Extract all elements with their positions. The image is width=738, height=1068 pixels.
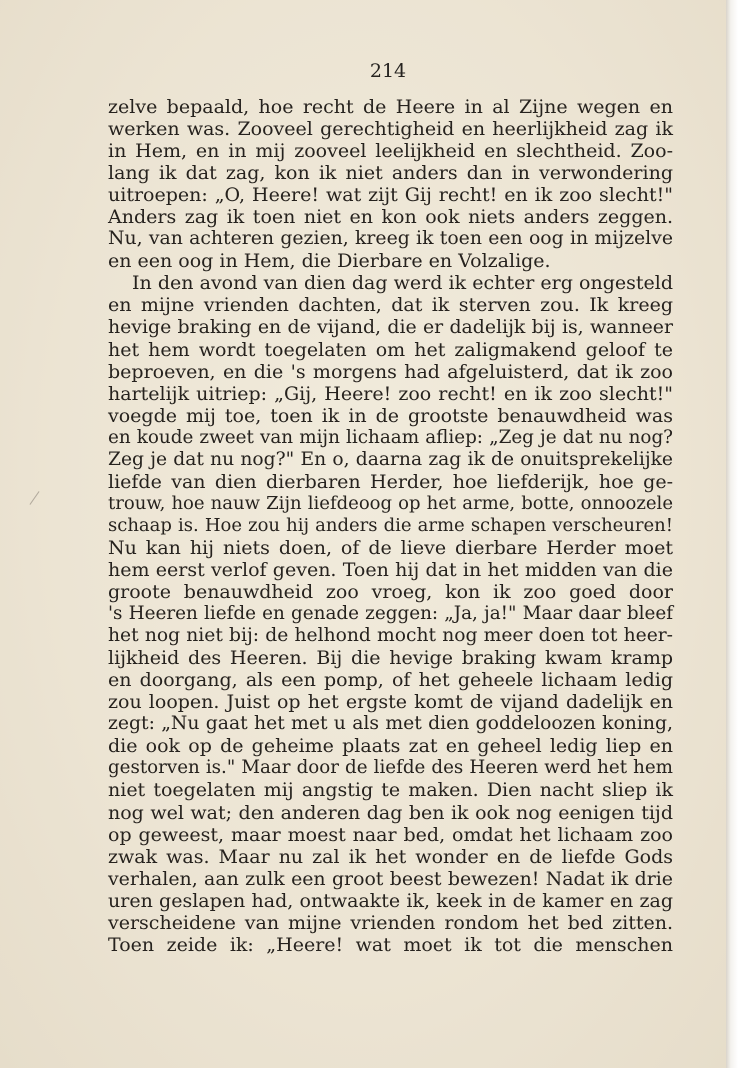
page-edge xyxy=(726,0,738,1068)
text-line: zegt: „Nu gaat het met u als met dien goddeloozen koning, xyxy=(108,713,673,735)
text-line: uren geslapen had, ontwaakte ik, keek in de kamer en zag xyxy=(108,889,673,912)
text-line: In den avond van dien dag werd ik echter erg ongesteld xyxy=(132,272,673,295)
text-line: zwak was. Maar nu zal ik het wonder en de liefde Gods xyxy=(108,845,673,868)
text-line: uitroepen: „O, Heere! wat zijt Gij recht! en ik zoo slecht!" xyxy=(108,184,673,207)
text-line: voegde mij toe, toen ik in de grootste benauwdheid was xyxy=(108,404,673,427)
text-line: werken was. Zooveel gerechtigheid en heerlijkheid zag ik xyxy=(108,118,673,141)
text-line: trouw, hoe nauw Zijn liefdeoog op het arme, botte, onnoozele xyxy=(108,492,673,514)
text-line: nog wel wat; den anderen dag ben ik ook nog eenigen tijd xyxy=(108,801,673,824)
text-line: niet toegelaten mij angstig te maken. Dien nacht sliep ik xyxy=(108,779,673,802)
text-line: Nu, van achteren gezien, kreeg ik toen een oog in mijzelve xyxy=(108,228,673,250)
page-number: 214 xyxy=(369,60,407,82)
text-line: en een oog in Hem, die Dierbare en Volzalige. xyxy=(108,250,551,273)
text-line: hartelijk uitriep: „Gij, Heere! zoo recht! en ik zoo slecht!" xyxy=(108,382,673,405)
text-line: Toen zeide ik: „Heere! wat moet ik tot die menschen xyxy=(108,933,673,956)
text-line: en doorgang, als een pomp, of het geheele lichaam ledig xyxy=(108,669,673,692)
text-line: verscheidene van mijne vrienden rondom het bed zitten. xyxy=(108,911,673,934)
text-line: het hem wordt toegelaten om het zaligmakend geloof te xyxy=(108,338,673,361)
text-line: het nog niet bij: de helhond mocht nog meer doen tot heer- xyxy=(108,625,673,647)
text-line: op geweest, maar moest naar bed, omdat het lichaam zoo xyxy=(108,823,673,846)
text-line: liefde van dien dierbaren Herder, hoe liefderijk, hoe ge- xyxy=(108,470,673,493)
text-line: 's Heeren liefde en genade zeggen: „Ja, ja!" Maar daar bleef xyxy=(108,603,673,625)
text-line: gestorven is." Maar door de liefde des Heeren werd het hem xyxy=(108,757,673,779)
text-line: en koude zweet van mijn lichaam afliep: „Zeg je dat nu nog? xyxy=(108,426,673,448)
text-line: hem eerst verlof geven. Toen hij dat in het midden van die xyxy=(108,558,673,581)
text-line: beproeven, en die 's morgens had afgeluisterd, dat ik zoo xyxy=(108,360,673,383)
text-line: in Hem, en in mij zooveel leelijkheid en slechtheid. Zoo- xyxy=(108,140,673,163)
text-line: Nu kan hij niets doen, of de lieve dierbare Herder moet xyxy=(108,536,673,559)
text-line: hevige braking en de vijand, die er dadelijk bij is, wanneer xyxy=(108,316,673,339)
text-line: Zeg je dat nu nog?" En o, daarna zag ik de onuitsprekelijke xyxy=(108,448,673,470)
text-body xyxy=(108,96,673,956)
margin-mark xyxy=(30,491,40,505)
text-line: lijkheid des Heeren. Bij die hevige braking kwam kramp xyxy=(108,647,673,670)
text-line: verhalen, aan zulk een groot beest bewezen! Nadat ik drie xyxy=(108,867,673,890)
text-line: groote benauwdheid zoo vroeg, kon ik zoo goed door xyxy=(108,581,673,604)
text-line: schaap is. Hoe zou hij anders die arme schapen verscheuren! xyxy=(108,514,673,536)
text-line: die ook op de geheime plaats zat en geheel ledig liep en xyxy=(108,735,673,758)
text-line: zou loopen. Juist op het ergste komt de vijand dadelijk en xyxy=(108,691,673,714)
text-line: zelve bepaald, hoe recht de Heere in al Zijne wegen en xyxy=(108,96,673,118)
text-line: Anders zag ik toen niet en kon ook niets anders zeggen. xyxy=(108,206,673,229)
text-line: lang ik dat zag, kon ik niet anders dan in verwondering xyxy=(108,162,673,185)
text-line: en mijne vrienden dachten, dat ik sterven zou. Ik kreeg xyxy=(108,294,673,317)
